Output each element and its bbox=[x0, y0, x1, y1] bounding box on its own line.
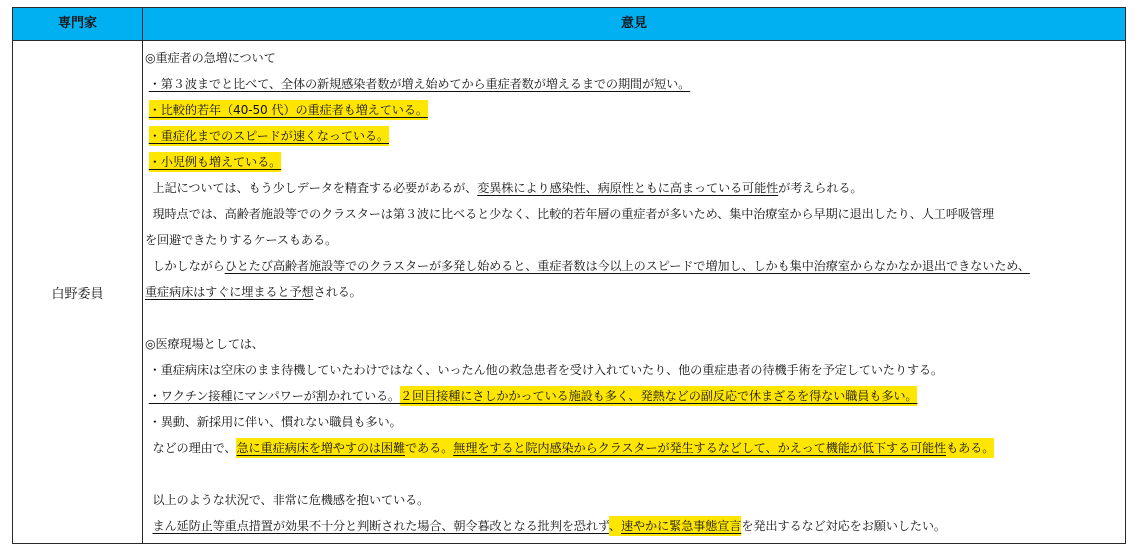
opinion-line bbox=[145, 201, 1121, 227]
opinion-line bbox=[145, 409, 1121, 435]
paragraph-text: を発出するなど対応をお願いしたい。 bbox=[741, 519, 946, 533]
bullet-young-severe: ・比較的若年（40-50 代）の重症者も増えている。 bbox=[149, 100, 428, 120]
paragraph-text: もある。 bbox=[946, 438, 994, 458]
opinion-line bbox=[145, 331, 1121, 357]
paragraph-text: 上記については、もう少しデータを精査する必要があるが、 bbox=[152, 181, 478, 195]
paragraph-text: 現時点では、高齢者施設等でのクラスターは第３波に比べると少なく、比較的若年層の重症者が多いため、集中治療室から早期に退出したり、人工呼吸管理 bbox=[152, 207, 994, 221]
opinion-line bbox=[145, 513, 1121, 539]
opinion-line bbox=[145, 279, 1121, 305]
opinion-line bbox=[145, 357, 1121, 383]
column-divider bbox=[142, 8, 143, 543]
section-heading-severe: ◎重症者の急増について bbox=[145, 51, 276, 65]
section-heading-medical: ◎医療現場としては、 bbox=[145, 337, 264, 351]
variant-note: 変異株により感染性、病原性ともに高まっている可能性 bbox=[477, 181, 779, 195]
paragraph-text: 以上のような状況で、非常に危機感を抱いている。 bbox=[152, 493, 430, 507]
opinion-line bbox=[145, 435, 1121, 461]
emergency-declaration: 速やかに緊急事態宣言 bbox=[621, 516, 741, 536]
paragraph-text: などの理由で、 bbox=[152, 441, 237, 455]
opinion-line bbox=[145, 175, 1121, 201]
paragraph-text: しかしながら bbox=[152, 259, 225, 273]
paragraph-text: を回避できたりするケースもある。 bbox=[145, 233, 337, 247]
paragraph-text: される。 bbox=[313, 285, 362, 299]
request-text: まん延防止等重点措置が効果不十分と判断された場合、朝令暮改となる批判を恐れず bbox=[152, 519, 609, 533]
opinion-line bbox=[145, 149, 1121, 175]
bullet-second-dose: ２回目接種にさしかかっている施設も多く、発熱などの副反応で休まざるを得ない職員も多い。 bbox=[400, 386, 917, 406]
difficulty-increase-beds: 急に重症病床を増やすのは困難 bbox=[236, 438, 405, 458]
paragraph-text: が考えられる。 bbox=[778, 181, 863, 195]
paragraph-text: である。 bbox=[405, 438, 453, 458]
header-expert: 専門家 bbox=[57, 16, 97, 31]
opinion-line bbox=[145, 71, 1121, 97]
bed-shortage-forecast: 重症病床はすぐに埋まると予想 bbox=[145, 285, 314, 299]
table-header bbox=[13, 8, 1125, 41]
spacer bbox=[145, 305, 1121, 331]
bullet-vaccine-manpower: ・ワクチン接種にマンパワーが割かれている。 bbox=[148, 389, 401, 403]
header-opinion: 意見 bbox=[620, 16, 647, 31]
expert-name: 白野委員 bbox=[51, 286, 104, 302]
bullet-faster-progression: ・重症化までのスピードが速くなっている。 bbox=[149, 126, 389, 146]
opinion-line bbox=[145, 97, 1121, 123]
bullet-pediatric: ・小児例も増えている。 bbox=[149, 152, 281, 172]
opinion-line bbox=[145, 123, 1121, 149]
bullet-new-staff: ・異動、新採用に伴い、慣れない職員も多い。 bbox=[148, 415, 402, 429]
bullet-beds-in-use: ・重症病床は空床のまま待機していたわけではなく、いったん他の救急患者を受け入れていたり、他の重症患者の待機手術を予定していたりする。 bbox=[148, 363, 943, 377]
bullet-period-short: ・第３波までと比べて、全体の新規感染者数が増え始めてから重症者数が増えるまでの期間が短い。 bbox=[148, 77, 691, 91]
opinion-table bbox=[12, 7, 1126, 544]
expert-name-cell bbox=[13, 41, 142, 543]
spacer bbox=[145, 461, 1121, 487]
paragraph-text: 、 bbox=[609, 516, 621, 536]
opinion-line bbox=[145, 487, 1121, 513]
cluster-risk: 無理をすると院内感染からクラスターが発生するなどして、かえって機能が低下する可能性 bbox=[453, 438, 946, 458]
opinion-line bbox=[145, 253, 1121, 279]
opinion-line bbox=[145, 383, 1121, 409]
cluster-warning: ひとたび高齢者施設等でのクラスターが多発し始めると、重症者数は今以上のスピードで増加し、しかも集中治療室からなかなか退出できないため、 bbox=[224, 259, 1030, 273]
opinion-cell bbox=[145, 45, 1121, 539]
opinion-line bbox=[145, 227, 1121, 253]
opinion-line bbox=[145, 45, 1121, 71]
